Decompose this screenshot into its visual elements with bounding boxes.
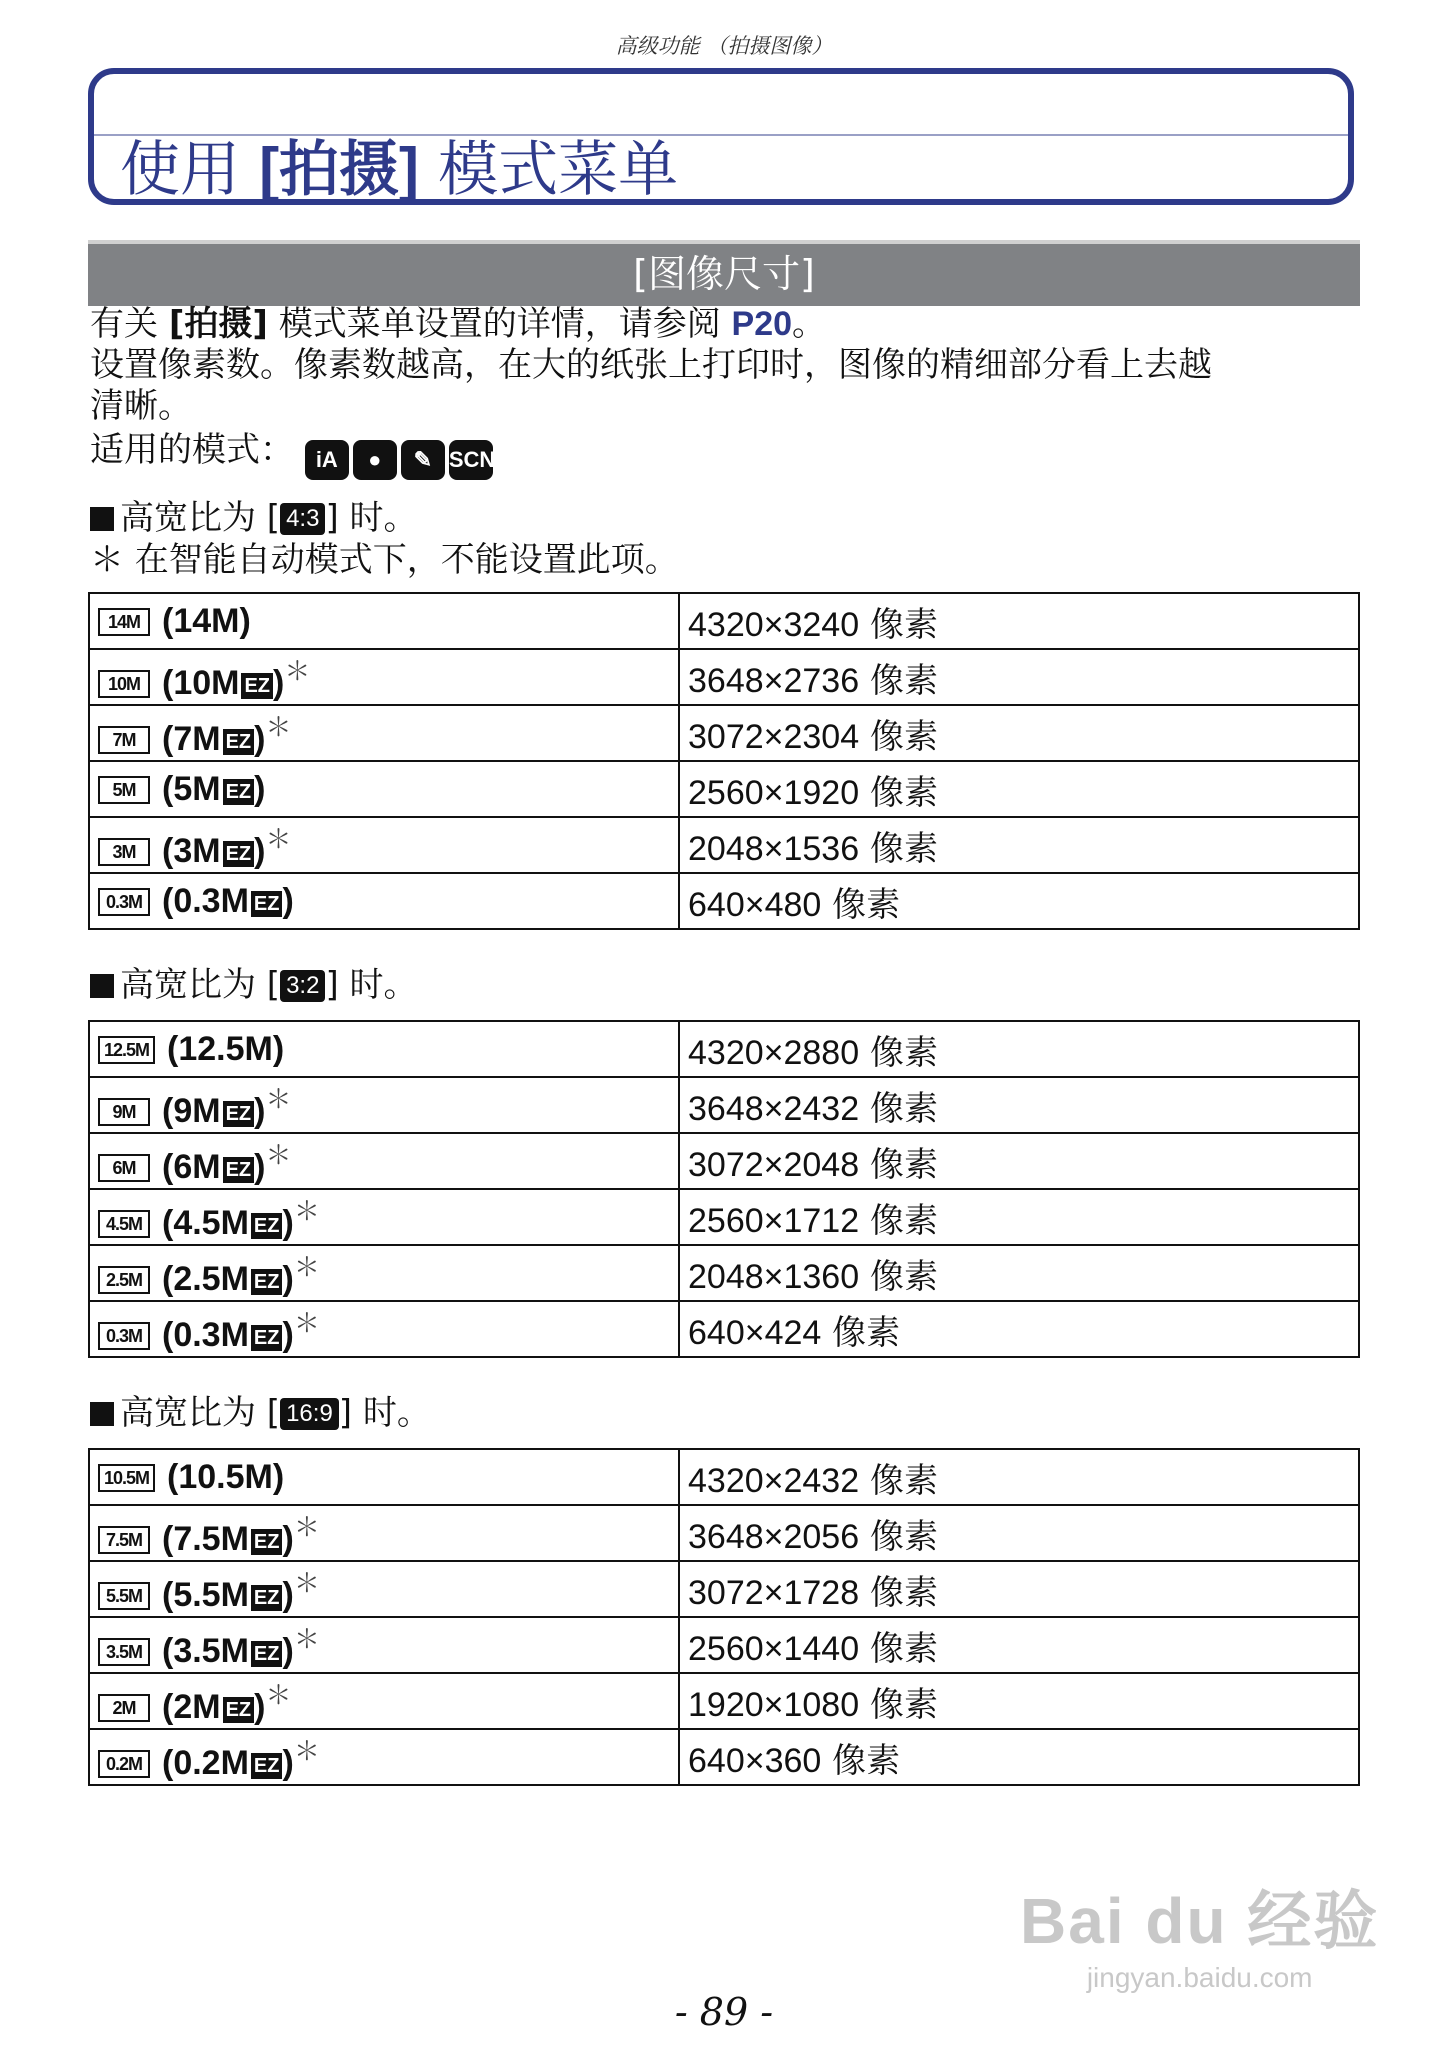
size-label: (9M xyxy=(162,1092,221,1130)
asterisk-mark: ＊ xyxy=(293,1624,320,1654)
ez-icon: EZ xyxy=(251,1641,283,1667)
table-row xyxy=(89,1617,1359,1673)
resolution-unit: 像素 xyxy=(859,1200,938,1241)
picture-size-icon: 3.5M xyxy=(98,1638,150,1666)
resolution-cell xyxy=(679,817,1359,873)
table-row xyxy=(89,649,1359,705)
resolution-unit: 像素 xyxy=(859,1684,938,1725)
resolution-value: 2560×1440 xyxy=(688,1629,860,1668)
page-number: - 89 - xyxy=(674,1990,774,2034)
resolution-value: 3072×2304 xyxy=(688,717,860,756)
size-cell: 2M (2M EZ)＊ xyxy=(89,1673,679,1729)
resolution-unit: 像素 xyxy=(859,716,938,757)
camera-mode-icon: ● xyxy=(353,440,397,480)
size-label: (10.5M) xyxy=(167,1457,285,1496)
table-row xyxy=(89,1673,1359,1729)
page-link[interactable]: P20 xyxy=(731,305,793,343)
asterisk-mark: ＊ xyxy=(293,1512,320,1542)
picture-size-icon: 4.5M xyxy=(98,1210,150,1238)
table-row xyxy=(89,1505,1359,1561)
resolution-unit: 像素 xyxy=(859,1032,938,1073)
title-bracket: [拍摄] xyxy=(259,136,420,203)
square-bullet-icon xyxy=(90,1402,114,1426)
resolution-unit: 像素 xyxy=(859,1256,938,1297)
size-cell xyxy=(89,593,679,649)
resolution-cell xyxy=(679,1505,1359,1561)
intro-line-1: 有关 [拍摄] 模式菜单设置的详情，请参阅 P20。 xyxy=(90,304,827,344)
table-row xyxy=(89,1245,1359,1301)
resolution-unit: 像素 xyxy=(859,1516,938,1557)
ratio-169-icon: 16:9 xyxy=(280,1398,339,1430)
picture-size-icon: 7.5M xyxy=(98,1526,150,1554)
size-cell: 2.5M (2.5M EZ)＊ xyxy=(89,1245,679,1301)
picture-size-icon: 3M xyxy=(98,838,150,866)
size-label: (2M xyxy=(162,1688,221,1726)
asterisk-mark: ＊ xyxy=(265,1680,292,1710)
table-row xyxy=(89,1021,1359,1077)
ez-icon: EZ xyxy=(251,891,283,917)
size-label: (0.2M xyxy=(162,1744,249,1782)
size-label: (3M xyxy=(162,832,221,870)
asterisk-mark: ＊ xyxy=(265,824,292,854)
size-label: (10M xyxy=(162,664,240,702)
size-label: (12.5M) xyxy=(167,1029,285,1068)
ez-icon: EZ xyxy=(223,1157,255,1183)
table-row xyxy=(89,705,1359,761)
asterisk-mark: ＊ xyxy=(293,1308,320,1338)
size-label: (0.3M xyxy=(162,881,249,920)
asterisk-mark: ＊ xyxy=(265,1140,292,1170)
picture-size-icon: 2.5M xyxy=(98,1266,150,1294)
aspect-32-heading: 高宽比为 [ 3:2 ] 时。 xyxy=(90,965,418,1005)
resolution-unit: 像素 xyxy=(859,660,938,701)
intelligent-auto-icon: iA xyxy=(305,440,349,480)
resolution-value: 640×480 xyxy=(688,885,822,924)
size-cell: 7M (7M EZ)＊ xyxy=(89,705,679,761)
resolution-cell xyxy=(679,1133,1359,1189)
size-cell: 0.2M (0.2M EZ)＊ xyxy=(89,1729,679,1785)
asterisk-mark: ＊ xyxy=(293,1736,320,1766)
ez-icon: EZ xyxy=(251,1213,283,1239)
resolution-unit: 像素 xyxy=(821,1740,901,1781)
table-row xyxy=(89,1729,1359,1785)
square-bullet-icon xyxy=(90,974,114,998)
ez-icon: EZ xyxy=(223,1697,255,1723)
picture-size-icon: 10.5M xyxy=(98,1464,155,1492)
size-label: (2.5M xyxy=(162,1260,249,1298)
resolution-cell xyxy=(679,1189,1359,1245)
resolution-cell xyxy=(679,1449,1359,1505)
ez-icon: EZ xyxy=(251,1325,283,1351)
picture-size-icon: 5M xyxy=(98,776,150,804)
size-label: (3.5M xyxy=(162,1632,249,1670)
ez-icon: EZ xyxy=(223,729,255,755)
asterisk-mark: ＊ xyxy=(293,1252,320,1282)
resolution-value: 4320×2432 xyxy=(688,1461,860,1500)
scene-mode-icon: SCN xyxy=(449,440,493,480)
table-row xyxy=(89,1449,1359,1505)
asterisk-mark: ＊ xyxy=(265,1084,292,1114)
title-frame xyxy=(88,68,1354,205)
resolution-unit: 像素 xyxy=(821,884,901,925)
resolution-cell xyxy=(679,1245,1359,1301)
title-post: 模式菜单 xyxy=(419,135,679,205)
picture-size-icon: 9M xyxy=(98,1098,150,1126)
resolution-unit: 像素 xyxy=(859,1628,938,1669)
resolution-value: 640×424 xyxy=(688,1313,822,1352)
section-header: [图像尺寸] xyxy=(88,240,1360,306)
asterisk-mark: ＊ xyxy=(284,656,311,686)
resolution-value: 1920×1080 xyxy=(688,1685,860,1724)
resolution-value: 3072×1728 xyxy=(688,1573,860,1612)
table-row xyxy=(89,873,1359,929)
table-row xyxy=(89,593,1359,649)
ez-icon: EZ xyxy=(241,673,273,699)
size-label: (5M xyxy=(162,769,221,808)
picture-size-icon: 0.3M xyxy=(98,888,150,916)
header-caption: 高级功能 （拍摄图像） xyxy=(615,34,833,58)
resolution-unit: 像素 xyxy=(859,772,938,813)
resolution-value: 3648×2056 xyxy=(688,1517,860,1556)
resolution-cell xyxy=(679,1617,1359,1673)
size-cell: 3M (3M EZ)＊ xyxy=(89,817,679,873)
resolution-value: 4320×3240 xyxy=(688,605,860,644)
creative-mode-icon: ✎ xyxy=(401,440,445,480)
table-row xyxy=(89,1133,1359,1189)
resolution-value: 3648×2736 xyxy=(688,661,860,700)
table-row xyxy=(89,1561,1359,1617)
resolution-cell xyxy=(679,705,1359,761)
resolution-value: 3648×2432 xyxy=(688,1089,860,1128)
picture-size-icon: 5.5M xyxy=(98,1582,150,1610)
ratio-32-icon: 3:2 xyxy=(280,970,325,1002)
resolution-cell xyxy=(679,593,1359,649)
ez-icon: EZ xyxy=(251,1753,283,1779)
picture-size-icon: 10M xyxy=(98,670,150,698)
ez-icon: EZ xyxy=(223,1101,255,1127)
resolution-cell xyxy=(679,1673,1359,1729)
asterisk-mark: ＊ xyxy=(265,712,292,742)
size-label: (14M) xyxy=(162,601,251,640)
size-cell: 7.5M (7.5M EZ)＊ xyxy=(89,1505,679,1561)
resolution-unit: 像素 xyxy=(859,1460,938,1501)
table-row xyxy=(89,1077,1359,1133)
picture-size-icon: 12.5M xyxy=(98,1036,155,1064)
resolution-unit: 像素 xyxy=(859,1144,938,1185)
aspect-43-heading: 高宽比为 [ 4:3 ] 时。 xyxy=(90,498,418,538)
title-pre: 使用 xyxy=(120,135,260,205)
table-aspect-169 xyxy=(88,1448,1360,1786)
size-cell: 6M (6M EZ)＊ xyxy=(89,1133,679,1189)
size-label: (7M xyxy=(162,720,221,758)
page-title xyxy=(120,135,679,205)
table-row xyxy=(89,1301,1359,1357)
size-label: (7.5M xyxy=(162,1520,249,1558)
resolution-cell xyxy=(679,1021,1359,1077)
modes-row xyxy=(90,430,497,480)
table-row xyxy=(89,817,1359,873)
resolution-cell xyxy=(679,649,1359,705)
size-cell: 0.3M (0.3M EZ)＊ xyxy=(89,1301,679,1357)
resolution-cell xyxy=(679,1077,1359,1133)
ez-icon: EZ xyxy=(251,1585,283,1611)
resolution-value: 2048×1360 xyxy=(688,1257,860,1296)
watermark-logo: Bai du 经验 xyxy=(1020,1885,1380,1957)
asterisk-mark: ＊ xyxy=(293,1196,320,1226)
resolution-value: 640×360 xyxy=(688,1741,822,1780)
watermark-url: jingyan.baidu.com xyxy=(1086,1962,1313,1993)
resolution-value: 2048×1536 xyxy=(688,829,860,868)
resolution-unit: 像素 xyxy=(859,1088,938,1129)
resolution-value: 3072×2048 xyxy=(688,1145,860,1184)
size-cell: 5M (5M EZ) xyxy=(89,761,679,817)
aspect-169-heading: 高宽比为 [ 16:9 ] 时。 xyxy=(90,1393,431,1433)
picture-size-icon: 2M xyxy=(98,1694,150,1722)
picture-size-icon: 14M xyxy=(98,608,150,636)
ez-icon: EZ xyxy=(223,779,255,805)
intro-line-3: 清晰。 xyxy=(90,386,192,426)
aspect-43-note: ＊ 在智能自动模式下，不能设置此项。 xyxy=(90,540,679,580)
size-label: (0.3M xyxy=(162,1316,249,1354)
ez-icon: EZ xyxy=(251,1529,283,1555)
resolution-cell xyxy=(679,873,1359,929)
ez-icon: EZ xyxy=(251,1269,283,1295)
size-cell: 9M (9M EZ)＊ xyxy=(89,1077,679,1133)
resolution-cell xyxy=(679,761,1359,817)
resolution-cell xyxy=(679,1729,1359,1785)
picture-size-icon: 6M xyxy=(98,1154,150,1182)
resolution-unit: 像素 xyxy=(859,1572,938,1613)
resolution-unit: 像素 xyxy=(859,604,938,645)
size-label: (4.5M xyxy=(162,1204,249,1242)
modes-label: 适用的模式： xyxy=(90,430,294,470)
resolution-cell xyxy=(679,1301,1359,1357)
size-label: (6M xyxy=(162,1148,221,1186)
resolution-value: 4320×2880 xyxy=(688,1033,860,1072)
square-bullet-icon xyxy=(90,507,114,531)
size-cell xyxy=(89,1449,679,1505)
picture-size-icon: 0.3M xyxy=(98,1322,150,1350)
resolution-cell xyxy=(679,1561,1359,1617)
asterisk-mark: ＊ xyxy=(293,1568,320,1598)
resolution-unit: 像素 xyxy=(821,1312,901,1353)
size-cell: 5.5M (5.5M EZ)＊ xyxy=(89,1561,679,1617)
table-aspect-43 xyxy=(88,592,1360,930)
picture-size-icon: 0.2M xyxy=(98,1750,150,1778)
resolution-unit: 像素 xyxy=(859,828,938,869)
picture-size-icon: 7M xyxy=(98,726,150,754)
size-cell: 4.5M (4.5M EZ)＊ xyxy=(89,1189,679,1245)
resolution-value: 2560×1712 xyxy=(688,1201,860,1240)
baidu-watermark xyxy=(1020,1870,1379,1994)
size-cell xyxy=(89,1021,679,1077)
table-aspect-32 xyxy=(88,1020,1360,1358)
size-cell: 3.5M (3.5M EZ)＊ xyxy=(89,1617,679,1673)
resolution-value: 2560×1920 xyxy=(688,773,860,812)
size-cell: 10M (10M EZ)＊ xyxy=(89,649,679,705)
size-label: (5.5M xyxy=(162,1576,249,1614)
ratio-43-icon: 4:3 xyxy=(280,503,325,535)
table-row xyxy=(89,761,1359,817)
table-row xyxy=(89,1189,1359,1245)
size-cell: 0.3M (0.3M EZ) xyxy=(89,873,679,929)
ez-icon: EZ xyxy=(223,841,255,867)
intro-line-2: 设置像素数。像素数越高，在大的纸张上打印时，图像的精细部分看上去越 xyxy=(90,345,1212,385)
